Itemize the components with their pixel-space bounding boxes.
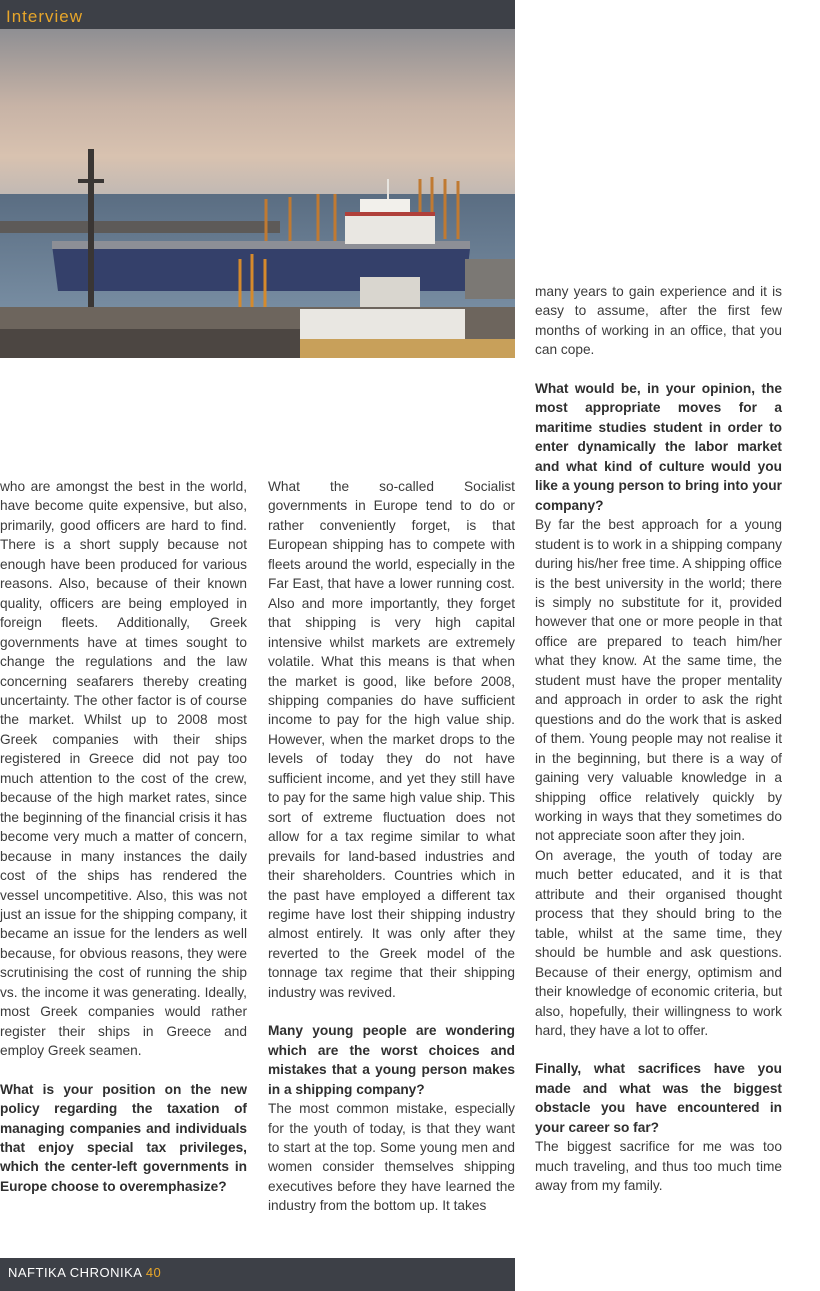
section-header-bar — [0, 0, 515, 29]
harbor-photo — [0, 29, 515, 358]
column-3-top — [535, 282, 782, 360]
column-3 — [535, 379, 782, 1196]
question-heading: What would be, in your opinion, the most appropriate moves for a maritime studies student in order to enter dynamically the labor market and what kind of culture would you like a young person to bring into your company? — [535, 381, 782, 513]
question-heading: Finally, what sacrifices have you made and what was the biggest obstacle you have encountered in your career so far? — [535, 1061, 782, 1135]
answer-paragraph: The most common mistake, especially for the youth of today, is that they want to start at the top. Some young men and women consider themselves shipping executives before they have learned the industry from the bottom up. It takes — [268, 1101, 515, 1214]
publication-footer — [8, 1265, 161, 1280]
answer-paragraph: By far the best approach for a young student is to work in a shipping company during his/her free time. A shipping office is the best university in the world; there is simply no substitute for it, provided however that one or more people in that office are prepared to teach him/her what they know. At the same time, the student must have the proper mentality and approach in order to ask the right questions and do the work that is asked of them. Young people may not realise it in the beginning, but there is a way of gaining very valuable knowledge in a shipping office relatively quickly by working in ways that they sometimes do not appreciate soon after they join. — [535, 517, 782, 844]
page-number: 40 — [145, 1265, 162, 1280]
tanker-ship-image — [0, 29, 515, 358]
answer-paragraph: many years to gain experience and it is easy to assume, after the first few months of working in an office, that you can cope. — [535, 284, 782, 358]
publication-name: NAFTIKA CHRONIKA — [8, 1265, 142, 1280]
answer-paragraph: who are amongst the best in the world, have become quite expensive, but also, primarily, good officers are hard to find. There is a short supply because not enough have been produced for various reasons. Also, because of their known quality, officers are being employed in foreign fleets. Additionally, Greek governments have at times sought to change the regulations and the law concerning seafarers thereby creating uncertainty. The other factor is of course the market. Whilst up to 2008 most Greek companies with their ships registered in Greece did not pay too much attention to the cost of the crew, because of the high market rates, since the beginning of the financial crisis it has become very much a matter of concern, because in many instances the daily cost of the ships has rendered the vessel uncompetitive. Also, this was not just an issue for the shipping company, it became an issue for the lenders as well because, for obvious reasons, they were scrutinising the cost of running the ship vs. the income it was generating. Ideally, most Greek companies would rather register their ships in Greece and employ Greek seamen. — [0, 479, 247, 1059]
answer-paragraph: On average, the youth of today are much better educated, and it is that attribute and their organised thought process that they should bring to the table, whilst at the same time, they should be humble and ask questions. Because of their energy, optimism and their knowledge of economic criteria, but also, hopefully, their willingness to work hard, they have a lot to offer. — [535, 847, 782, 1038]
answer-paragraph: What the so-called Socialist governments in Europe tend to do or rather conveniently forget, is that European shipping has to compete with fleets around the world, especially in the Far East, that have a lower running cost. Also and more importantly, they forget that shipping is very high capital intensive whilst markets are extremely volatile. What this means is that when the market is good, like before 2008, shipping companies do have sufficient income to pay for the high value ship. However, when the market drops to the levels of today they do not have sufficient income, and yet they still have to pay for the same high value ship. This sort of extreme fluctuation does not allow for a tax regime similar to what prevails for land-based industries and their shareholders. Countries which in the past have employed a different tax regime have lost their shipping industry almost entirely. It was only after they reverted to the Greek model of the tonnage tax regime that their shipping industry was revived. — [268, 479, 515, 1000]
question-heading: What is your position on the new policy regarding the taxation of managing companies and individuals that enjoy special tax privileges, which the center-left governments in Europe choose to overemphasize? — [0, 1081, 247, 1194]
question-heading: Many young people are wondering which are the worst choices and mistakes that a young person makes in a shipping company? — [268, 1023, 515, 1097]
answer-paragraph: The biggest sacrifice for me was too much traveling, and thus too much time away from my family. — [535, 1139, 782, 1194]
footer-bar — [0, 1258, 515, 1291]
section-label: Interview — [6, 7, 84, 26]
column-2 — [268, 477, 515, 1216]
column-1 — [0, 477, 247, 1196]
